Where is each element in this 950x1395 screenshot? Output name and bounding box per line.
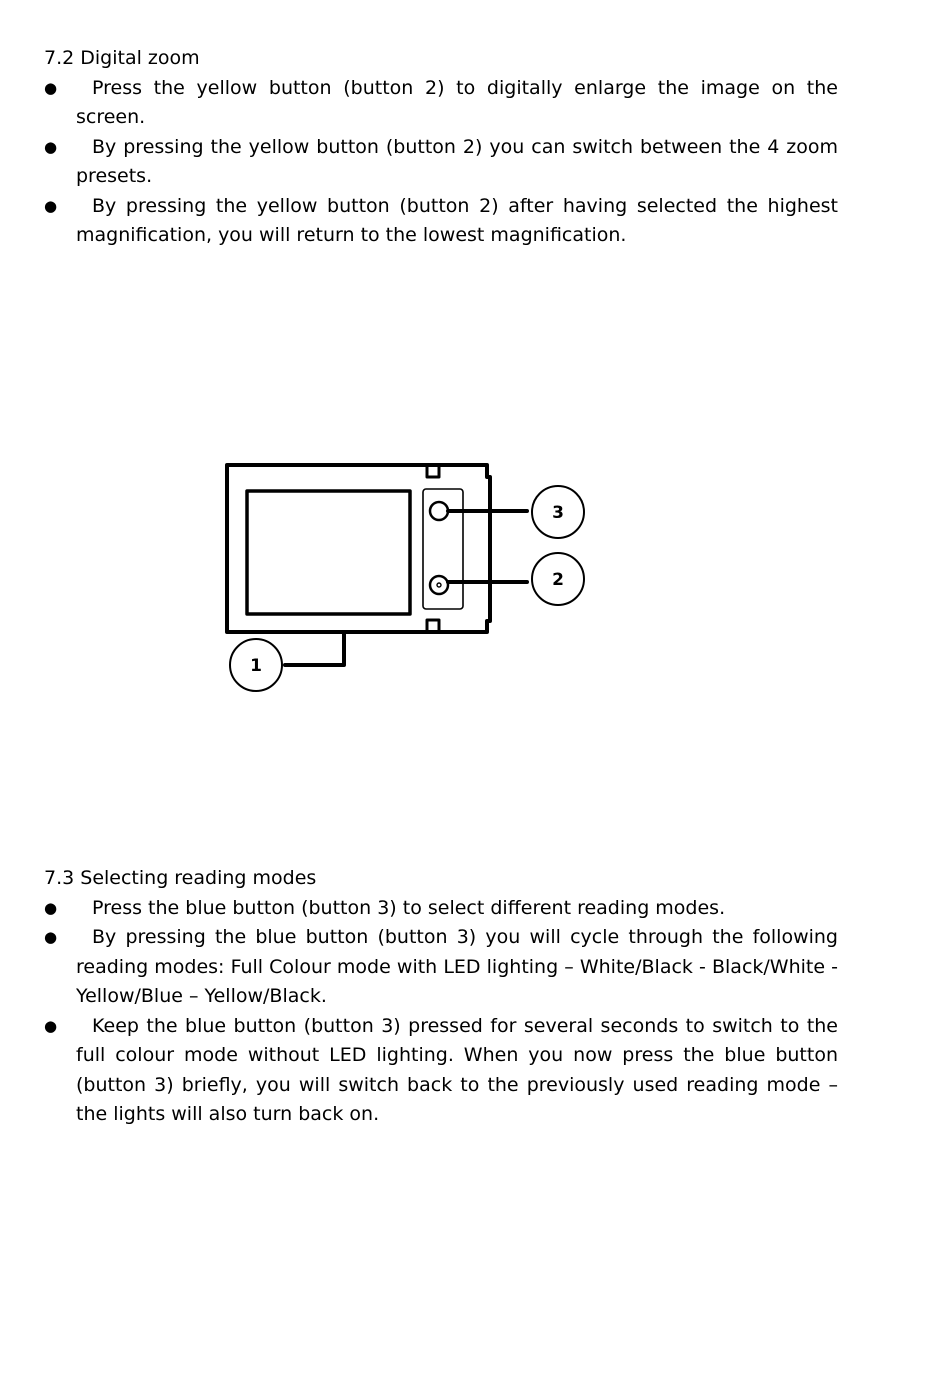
- yellow-button-center: [437, 583, 441, 587]
- list-item-text: Press the blue button (button 3) to select different reading modes.: [92, 896, 726, 919]
- leader-line-1: [285, 632, 344, 665]
- list-item: [44, 133, 838, 192]
- device-screen: [247, 491, 410, 614]
- device-diagram: [215, 455, 595, 695]
- bullet-icon: ●: [44, 1016, 58, 1035]
- bullet-list: [44, 894, 838, 1130]
- list-item-text: Press the yellow button (button 2) to digitally enlarge the image on the screen.: [76, 76, 838, 128]
- blue-button: [430, 502, 448, 520]
- section-digital-zoom: [44, 44, 838, 251]
- bullet-icon: ●: [44, 78, 58, 97]
- section-heading: 7.2 Digital zoom: [44, 47, 200, 69]
- list-item: [44, 1012, 838, 1130]
- bullet-icon: ●: [44, 928, 58, 946]
- callout-label-1: 1: [250, 656, 262, 676]
- list-item-text: By pressing the yellow button (button 2) after having selected the highest magnification, you will return to the lowest magnification.: [76, 194, 838, 246]
- section-reading-modes: [44, 864, 838, 1130]
- list-item: [44, 894, 838, 924]
- button-panel: [423, 489, 463, 609]
- bullet-list: [44, 74, 838, 251]
- bullet-icon: ●: [44, 196, 58, 215]
- callout-label-2: 2: [552, 570, 564, 590]
- callout-label-3: 3: [552, 503, 564, 523]
- bullet-icon: ●: [44, 898, 58, 917]
- list-item: [44, 923, 838, 1012]
- list-item-text: By pressing the blue button (button 3) you will cycle through the following reading modes: Full Colour mode with LED lighting – White/Black - Black/White - Yellow/Blue – Yellow/Black.: [76, 926, 838, 1007]
- bullet-icon: ●: [44, 137, 58, 156]
- section-heading: 7.3 Selecting reading modes: [44, 867, 317, 889]
- list-item-text: Keep the blue button (button 3) pressed for several seconds to switch to the full colour mode without LED lighting. When you now press the blue button (button 3) briefly, you will switch back to the previously used reading mode – the lights will also turn back on.: [76, 1014, 838, 1125]
- yellow-button: [430, 576, 448, 594]
- list-item-text: By pressing the yellow button (button 2) you can switch between the 4 zoom presets.: [76, 135, 838, 187]
- list-item: [44, 192, 838, 251]
- list-item: [44, 74, 838, 133]
